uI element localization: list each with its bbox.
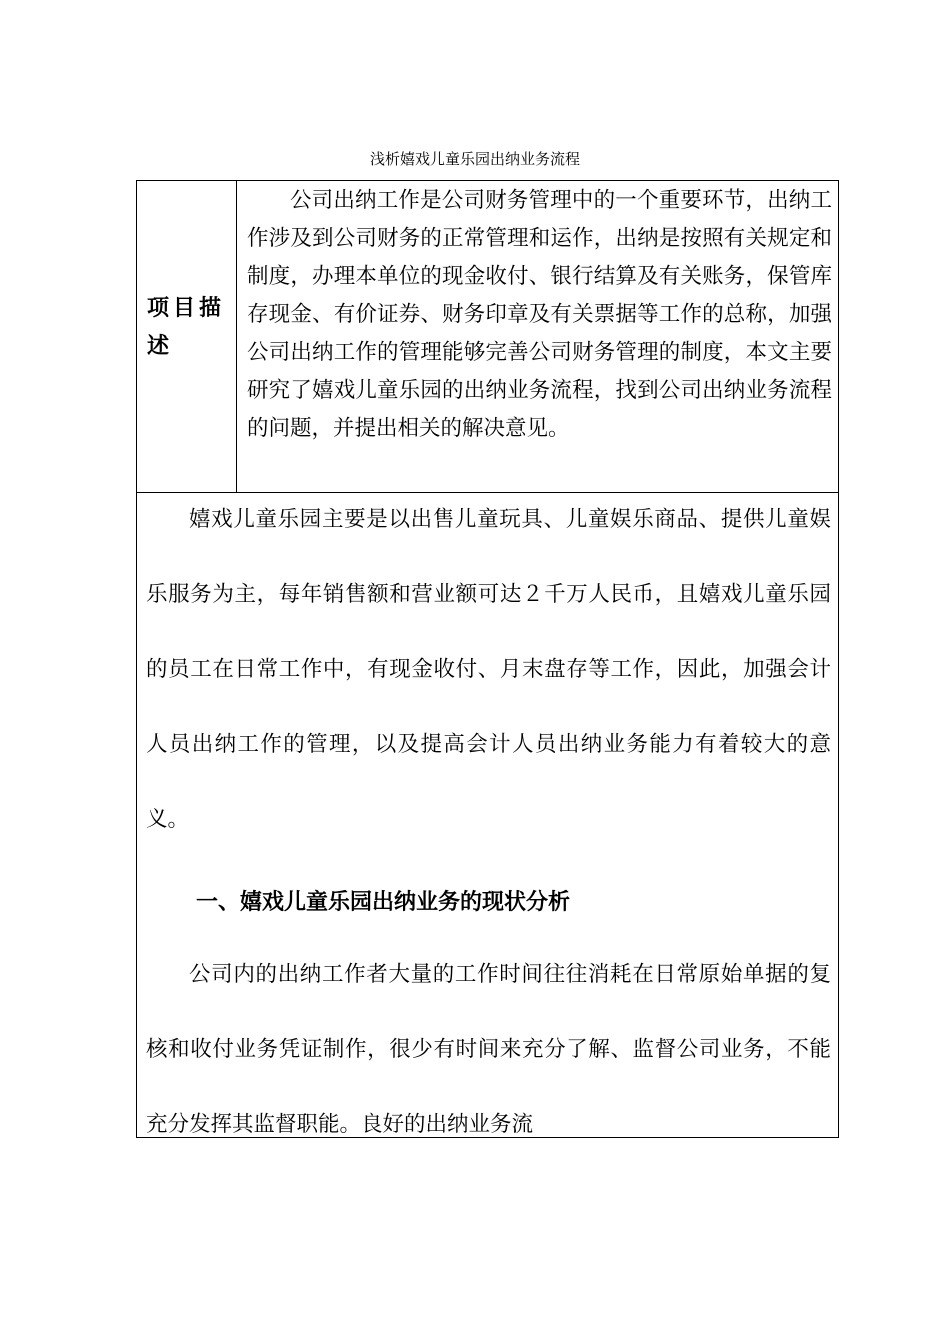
project-table bbox=[136, 180, 839, 1138]
body-paragraph-1: 嬉戏儿童乐园主要是以出售儿童玩具、儿童娱乐商品、提供儿童娱乐服务为主，每年销售额和营业额可达２千万人民币，且嬉戏儿童乐园的员工在日常工作中，有现金收付、月末盘存等工作，因此，加强会计人员出纳工作的管理，以及提高会计人员出纳业务能力有着较大的意义。 bbox=[146, 507, 831, 832]
label-cell bbox=[137, 181, 237, 492]
document-title: 浅析嬉戏儿童乐园出纳业务流程 bbox=[369, 150, 580, 168]
project-description-text: 公司出纳工作是公司财务管理中的一个重要环节，出纳工作涉及到公司财务的正常管理和运作，出纳是按照有关规定和制度，办理本单位的现金收付、银行结算及有关账务，保管库存现金、有价证券、财务印章及有关票据等工作的总称，加强公司出纳工作的管理能够完善公司财务管理的制度，本文主要研究了嬉戏儿童乐园的出纳业务流程，找到公司出纳业务流程的问题，并提出相关的解决意见。 bbox=[247, 188, 832, 441]
section-heading: 一、嬉戏儿童乐园出纳业务的现状分析 bbox=[196, 890, 571, 915]
project-description-label: 项目描述 bbox=[147, 296, 226, 359]
description-row bbox=[137, 181, 838, 493]
body-paragraph-2: 公司内的出纳工作者大量的工作时间往往消耗在日常原始单据的复核和收付业务凭证制作，很少有时间来充分了解、监督公司业务，不能充分发挥其监督职能。良好的出纳业务流 bbox=[146, 962, 831, 1137]
